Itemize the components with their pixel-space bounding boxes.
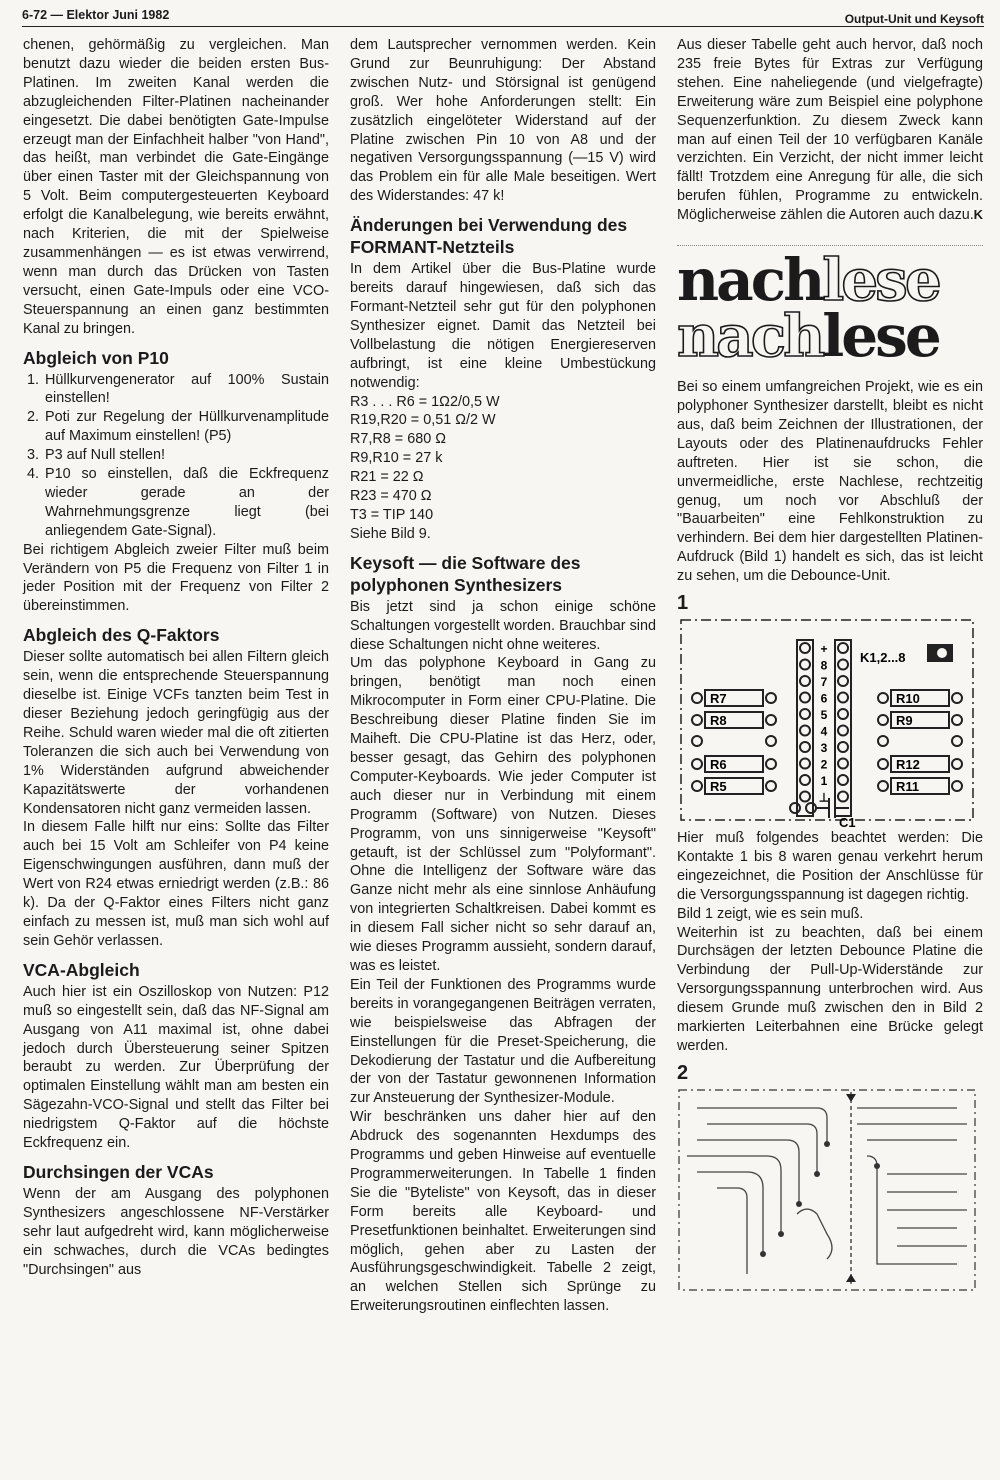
logo-line-2: [677, 302, 983, 371]
connector-pad: [800, 742, 810, 752]
list-item: 1. Hüllkurvengenerator auf 100% Sustain einstellen!: [43, 371, 329, 409]
pin-number: 6: [820, 691, 828, 706]
resistor-label: R12: [896, 757, 920, 773]
paragraph: Wir beschränken uns daher hier auf den Abdruck des sogenannten Hexdumps des Programms und geben Hinweise auf eventuelle Programmerweiterungen. In Tabelle 1 finden Sie die "Byteliste" von Keysoft, das in dieser Form bereits alle Keyboard- und Presetfunktionen beinhaltet. Erweiterungen sind möglich, gehen aber zu Lasten der Ausführungsgeschwindigkeit. Tabelle 2 zeigt, an welchen Stellen sich Sprünge zu Erweiterungsroutinen einflechten lassen.: [350, 1109, 656, 1315]
resistor-label: R6: [710, 757, 727, 773]
connector-pad: [800, 643, 810, 653]
paragraph: Wenn der am Ausgang des polyphonen Synthesizers angeschlossene NF-Verstärker sehr laut aufgedreht wird, kann möglicherweise ein schwaches, durch die VCAs bedingtes "Durchsingen" aus: [23, 1185, 329, 1278]
paragraph: Weiterhin ist zu beachten, daß bei einem Durchsägen der letzten Debounce Platine die Verbindung der Pull-Up-Widerstände zur Versorgungsspannung unterbrochen wird. Aus diesem Grunde muß zwischen den in Bild 2 markierten Leiterbahnen eine Brücke gelegt werden.: [677, 924, 983, 1054]
figure-2-pcb-traces: [677, 1084, 977, 1294]
logo-word-solid: nach: [677, 246, 823, 315]
logo-line-1: [677, 246, 983, 315]
resistor-label: R5: [710, 779, 727, 795]
paragraph: Bis jetzt sind ja schon einige schöne Schaltungen vorgestellt worden. Brauchbar sind diese Schaltungen nicht ohne weiteres.: [350, 598, 656, 653]
figure-2-number: 2: [677, 1061, 689, 1084]
pin-number: 4: [820, 724, 828, 739]
heading-abgleich-p10: Abgleich von P10: [23, 347, 169, 368]
capacitor-label: C1: [839, 815, 856, 830]
parts-line: Siehe Bild 9.: [350, 525, 431, 542]
connector-pad: [800, 726, 810, 736]
connector-pad: [800, 676, 810, 686]
column-3: [677, 36, 983, 1294]
connector-pad: [800, 775, 810, 785]
connector-pad: [800, 709, 810, 719]
pin-number: 1: [820, 774, 828, 789]
resistor-label: R7: [710, 691, 727, 707]
resistor-label: R11: [896, 779, 920, 795]
page-header: [22, 6, 984, 27]
pin-number: 5: [820, 708, 828, 723]
logo-word-outline: nach: [677, 302, 823, 371]
heading-formant-netzteil: Änderungen bei Verwendung des FORMANT-Netzteils: [350, 215, 628, 258]
connector-pad: [838, 660, 848, 670]
connector-pad: [800, 792, 810, 802]
heading-keysoft: Keysoft — die Software des polyphonen Synthesizers: [350, 552, 581, 595]
heading-durchsingen: Durchsingen der VCAs: [23, 1161, 214, 1182]
parts-line: T3 = TIP 140: [350, 506, 434, 523]
list-item: 2. Poti zur Regelung der Hüllkurvenamplitude auf Maximum einstellen! (P5): [43, 408, 329, 446]
connector-pad: [838, 759, 848, 769]
steps-list: [23, 371, 329, 541]
parts-line: R21 = 22 Ω: [350, 469, 424, 486]
logo-word-solid: lese: [822, 302, 939, 371]
paragraph: Auch hier ist ein Oszilloskop von Nutzen: P12 muß so eingestellt sein, daß das NF-Signal am Ausgang von A11 maximal ist, ohne dabei jedoch durch Übersteuerung seiner Spitzen beraubt zu werden. Zur Überprüfung der optimalen Einstellung wählt man am besten ein Sägezahn-VCO-Signal und stellt das Filter bei niedrigstem Q-Faktor auf die höchste Eckfrequenz ein.: [23, 983, 329, 1152]
parts-line: R23 = 470 Ω: [350, 488, 432, 505]
end-mark: K: [973, 207, 983, 223]
connector-pad: [838, 742, 848, 752]
section-title: Output-Unit und Keysoft: [844, 12, 984, 26]
parts-list: [350, 393, 656, 544]
connector-pad: [838, 643, 848, 653]
paragraph: Hier muß folgendes beachtet werden: Die Kontakte 1 bis 8 waren genau verkehrt herum eingezeichnet, die Position der Anschlüsse für die Versorgungsspannung ist dagegen richtig.: [677, 830, 983, 903]
parts-line: R9,R10 = 27 k: [350, 450, 443, 467]
connector-pad: [838, 775, 848, 785]
pin-number: 7: [820, 675, 828, 690]
connector-pad: [838, 726, 848, 736]
resistor-label: R9: [896, 713, 913, 729]
parts-line: R3 . . . R6 = 1Ω2/0,5 W: [350, 393, 500, 410]
paragraph: dem Lautsprecher vernommen werden. Kein Grund zur Beunruhigung: Der Abstand zwischen Nutz- und Störsignal ist genügend groß. Wer hohe Anforderungen stellt: Ein zusätzlich eingelöteter Widerstand auf der Platine zwischen Pin 10 von A8 und der negativen Versorgungsspannung (—15 V) wird das Problem ein für alle Male beseitigen. Wert des Widerstandes: 47 k!: [350, 37, 656, 205]
paragraph: In dem Artikel über die Bus-Platine wurde bereits darauf hingewiesen, daß sich das Formant-Netzteil sehr gut für den polyphonen Synthesizer eignet. Damit das Netzteil bei Vollbelastung die nötigen Energiereserven aufbringt, ist eine kleine Umbestückung notwendig:: [350, 261, 656, 391]
list-item: 3. P3 auf Null stellen!: [43, 446, 329, 465]
pin-number: +: [820, 642, 828, 657]
column-2: [350, 36, 656, 1316]
connector-pad: [838, 693, 848, 703]
figure-1-debounce-board: [677, 614, 977, 829]
nachlese-logo: [677, 245, 983, 372]
heading-vca-abgleich: VCA-Abgleich: [23, 959, 140, 980]
connector-pad: [838, 792, 848, 802]
parts-line: R7,R8 = 680 Ω: [350, 431, 446, 448]
paragraph: Bild 1 zeigt, wie es sein muß.: [677, 905, 864, 922]
connector-pad: [800, 759, 810, 769]
resistor-label: R10: [896, 691, 920, 707]
heading-q-faktor: Abgleich des Q-Faktors: [23, 625, 220, 646]
paragraph: Aus dieser Tabelle geht auch hervor, daß noch 235 freie Bytes für Extras zur Verfügung stehen. Eine naheliegende (und vielgefragte) Erweiterung wäre zum Beispiel eine polyphone Sequenzerfunktion. Zu diesem Zweck kann man auf einen Teil der 10 verfügbaren Kanäle verzichten. Ein Verzicht, der nicht immer leicht fällt! Trotzdem eine Anregung für alle, die sich berufen fühlen, Programme zu entwickeln. Möglicherweise zählen die Autoren auch dazu.: [677, 37, 983, 224]
pin-number: 8: [820, 658, 828, 673]
pin-number: 2: [820, 757, 828, 772]
connector-pad: [838, 676, 848, 686]
column-1: [23, 36, 329, 1279]
resistor-label: R8: [710, 713, 727, 729]
pin-number: ⊥: [818, 790, 830, 805]
paragraph: chenen, gehörmäßig zu vergleichen. Man benutzt dazu wieder die beiden ersten Bus-Platinen. Im zweiten Kanal werden die abzugleichenden Filter-Platinen nacheinander eingesetzt. Die dabei benötigten Gate-Impulse erzeugt man der Einfachheit halber "von Hand", das heißt, man verbindet die Gate-Eingänge über einen Taster mit der Gleichspannung von 5 Volt. Beim computergesteuerten Keyboard erfolgt die Kanalbelegung, wie bereits erwähnt, nach Kriterien, die mit der Spielweise zusammenhängen — es ist etwas verwirrend, wenn man durch das Drücken von Tasten versucht, einen Gate-Impuls oder eine VCO-Steuerspannung an einen ganz bestimmten Kanal zu bringen.: [23, 37, 329, 337]
paragraph: Dieser sollte automatisch bei allen Filtern gleich sein, wenn die entsprechende Steuerspannung dieselbe ist. Einige VCFs tanzten beim Test in dieser Beziehung jedoch geringfügig aus der Reihe. Schuld waren wieder mal die oft zitierten Toleranzen die sich auch bei Verwendung von 1% Widerständen aufgrund abweichender Kapazitätswerte der vorhandenen Kondensatoren nicht ganz vermeiden lassen.: [23, 649, 329, 817]
parts-line: R19,R20 = 0,51 Ω/2 W: [350, 412, 496, 429]
connector-pad: [800, 660, 810, 670]
paragraph: Ein Teil der Funktionen des Programms wurde bereits in vorangegangenen Beiträgen verraten, wie beispielsweise das Abfragen der Einstellungen für die Preset-Speicherung, die Dekodierung der Tastatur und die Aufbereitung der von der Tastatur gewonnenen Information zur Ansteuerung der Synthesizer-Module.: [350, 976, 656, 1107]
connector-pad: [800, 693, 810, 703]
list-item: 4. P10 so einstellen, daß die Eckfrequenz wieder gerade an der Wahrnehmungsgrenze liegt (bei anliegendem Gate-Signal).: [43, 465, 329, 541]
connector-pad: [838, 709, 848, 719]
logo-word-outline: lese: [822, 246, 939, 315]
figure-1-number: 1: [677, 592, 689, 615]
paragraph: Um das polyphone Keyboard in Gang zu bringen, benötigt man noch einen Mikrocomputer in Form einer CPU-Platine. Die Beschreibung dieser Platine finden Sie im Maiheft. Die CPU-Platine ist das Herz, oder, besser gesagt, das Gehirn des polyphonen Computer-Keyboards. Wie jeder Computer ist auch dieser nur in Verbindung mit einem Programm (Software) von Nutzen. Dieses Programm, von uns sinnigerweise "Keysoft" getauft, ist der Schlüssel zum "Polyformant". Ohne die Intelligenz der Software wäre das Ganze nicht mehr als eine sinnlose Anhäufung von integrierten Schaltkreisen. Dabei kommt es in diesem Fall sicher nicht so sehr darauf an, wie dieses Programm aussieht, sondern darauf, was es leistet.: [350, 655, 656, 974]
connector-label: K1,2...8: [860, 650, 906, 666]
pin-number: 3: [820, 741, 828, 756]
paragraph: Bei richtigem Abgleich zweier Filter muß beim Verändern von P5 die Frequenz von Filter 1 in jeder Position mit der Frequenz von Filter 2 übereinstimmen.: [23, 541, 329, 615]
paragraph: In diesem Falle hilft nur eins: Sollte das Filter auch bei 15 Volt am Schleifer von P4 keine Eigenschwingungen ausführen, dann muß der Wert von R24 etwas erniedrigt werden (z.B.: 86 k). Da der Q-Faktor eines Filters nicht ganz einfach zu messen ist, muß man sich wohl auf sein Gehör verlassen.: [23, 819, 329, 949]
paragraph: Bei so einem umfangreichen Projekt, wie es ein polyphoner Synthesizer darstellt, bleibt es nicht aus, daß beim Zeichnen der Illustrationen, der Layouts oder des Platinenaufdrucks Fehler auftreten. Hier ist sie schon, die unvermeidliche, erste Nachlese, rechtzeitig genug, um noch vor Abschluß der "Bauarbeiten" eine Fehlkonstruktion zu verhindern. Bei dem hier dargestellten Platinen-Aufdruck (Bild 1) handelt es sich, das ist leicht zu sehen, um die Debounce-Unit.: [677, 379, 983, 585]
page-number-issue: 6-72 — Elektor Juni 1982: [22, 8, 170, 22]
